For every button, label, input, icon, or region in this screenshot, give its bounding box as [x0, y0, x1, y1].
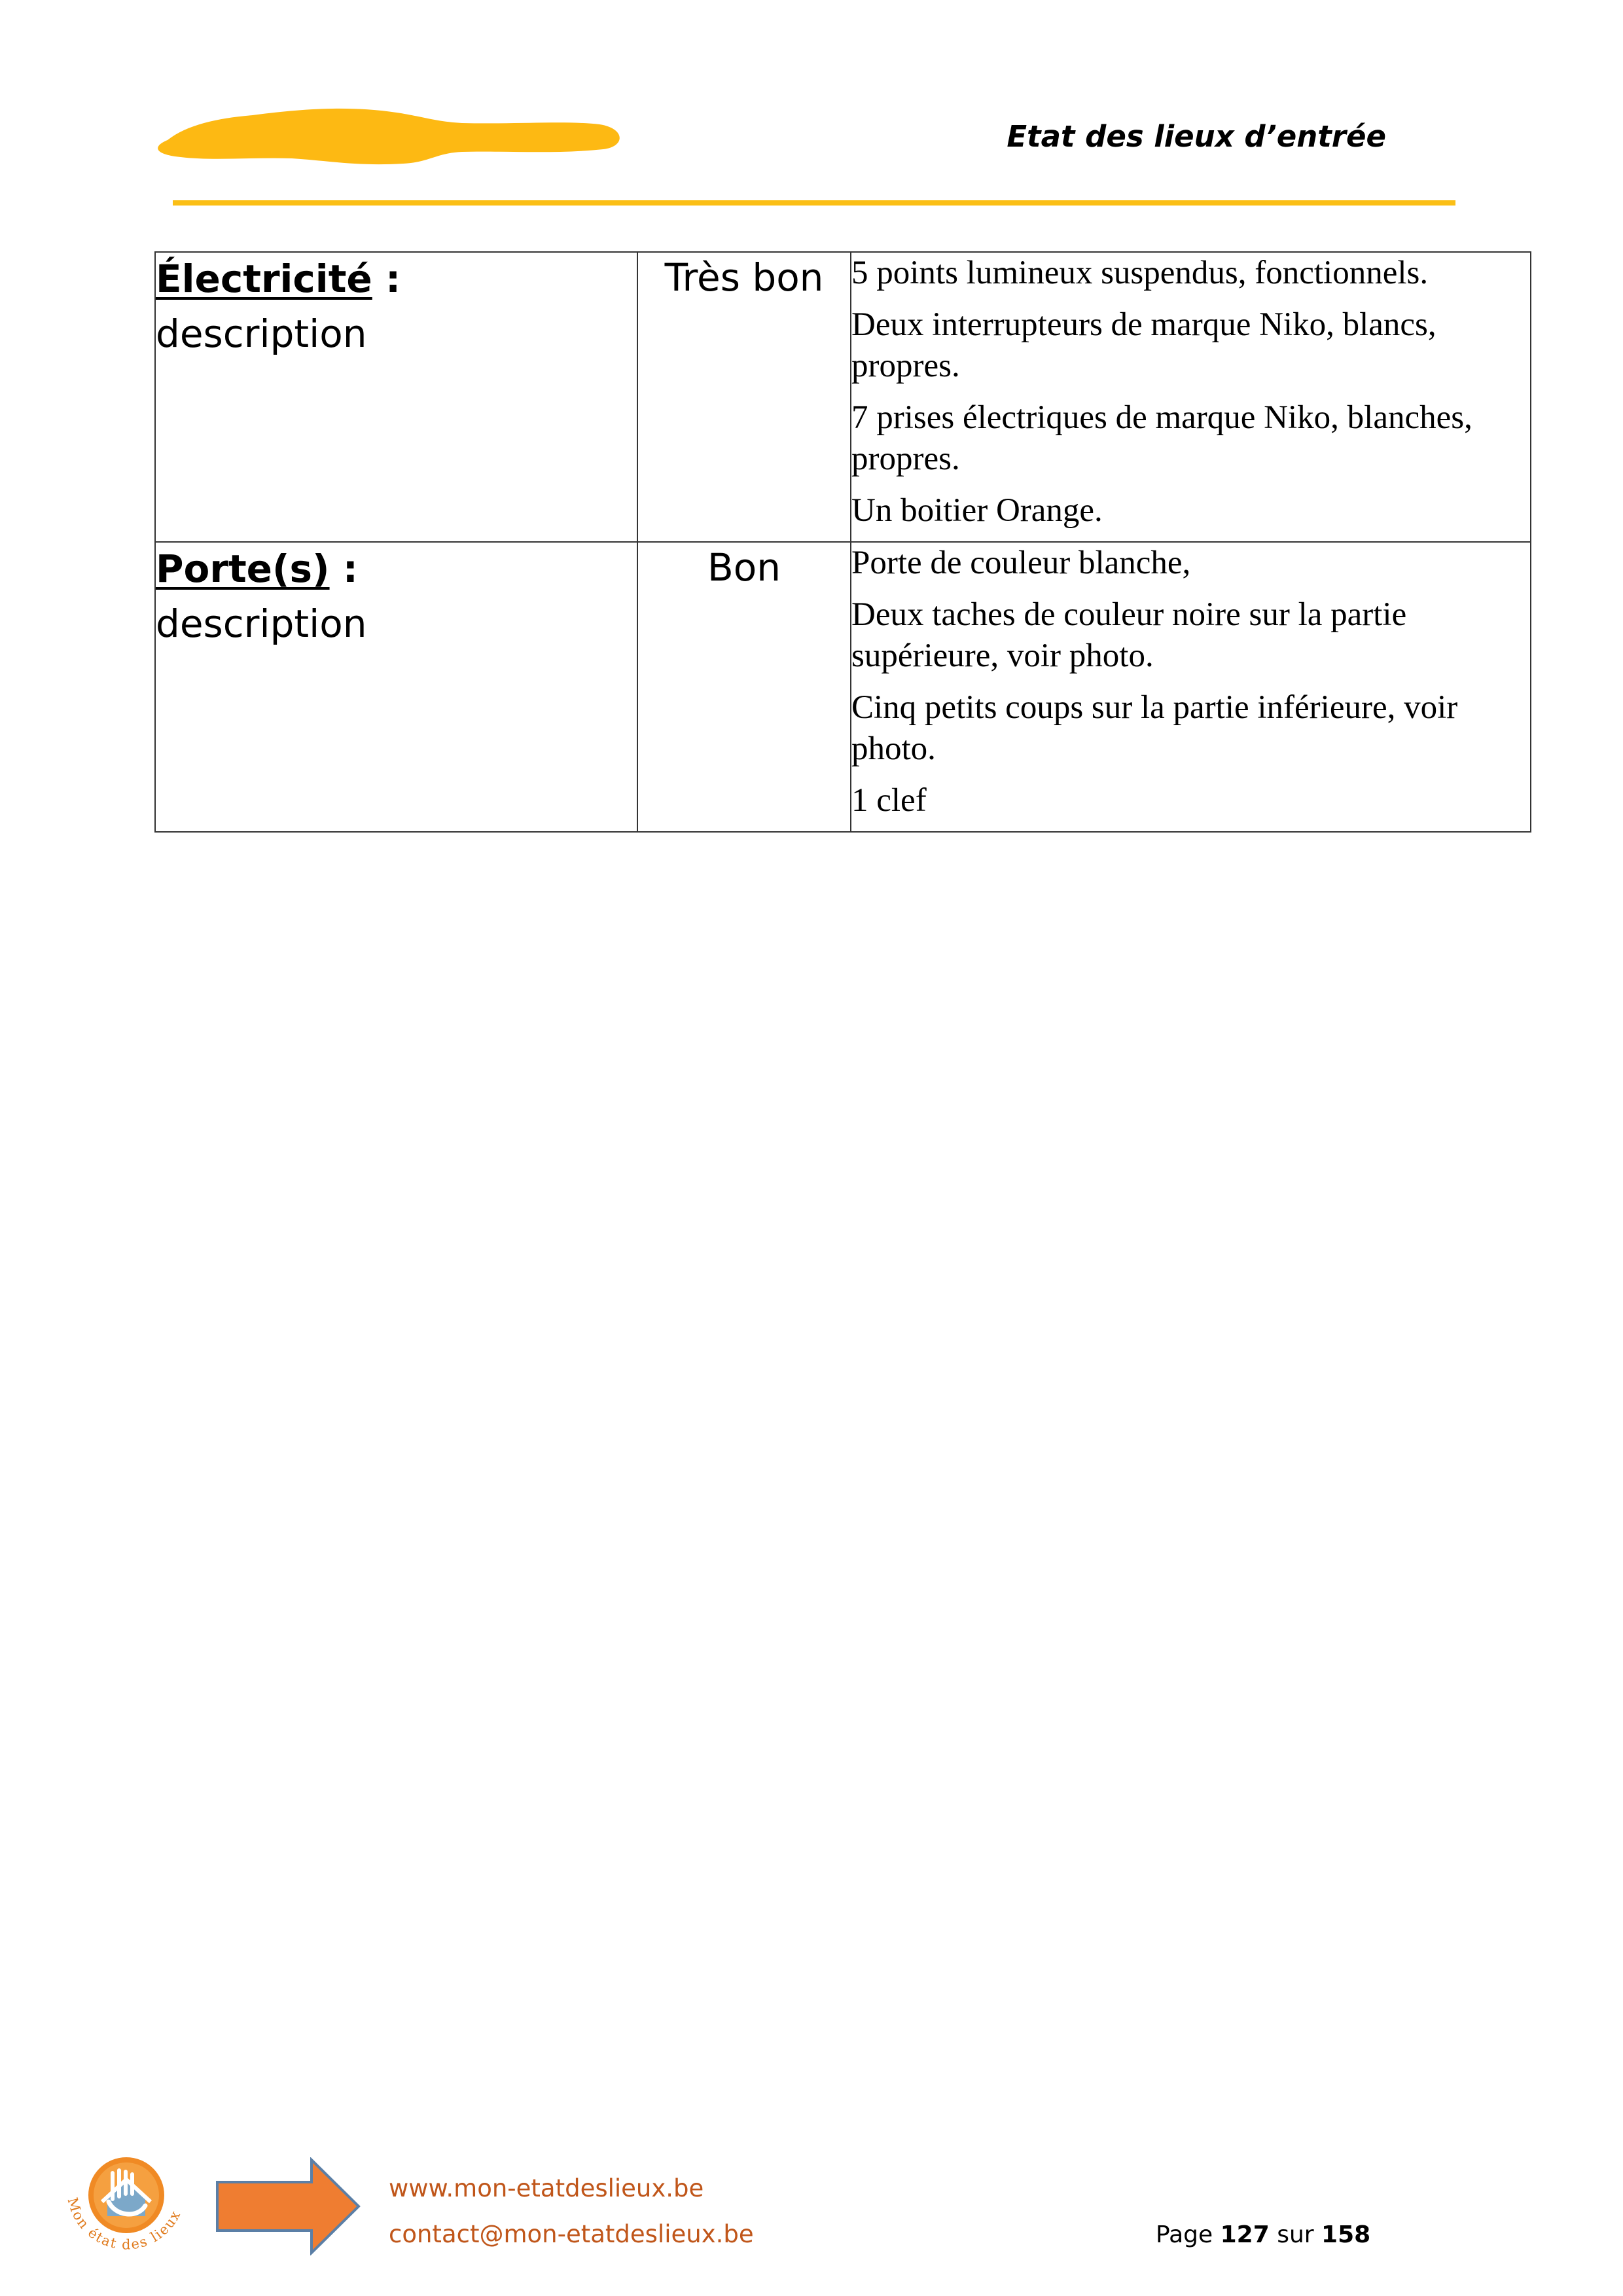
- description-line: 7 prises électriques de marque Niko, blanches, propres.: [851, 399, 1472, 477]
- page-number: Page 127 sur 158: [1156, 2221, 1371, 2248]
- element-cell: [155, 252, 637, 542]
- description-line: Deux taches de couleur noire sur la partie supérieure, voir photo.: [851, 596, 1407, 674]
- description-cell: [851, 542, 1531, 832]
- state-cell: [637, 542, 851, 832]
- website-link[interactable]: www.mon-etatdeslieux.be: [389, 2174, 704, 2202]
- description-line: 1 clef: [851, 782, 927, 819]
- email-link[interactable]: contact@mon-etatdeslieux.be: [389, 2220, 754, 2248]
- description-line: 5 points lumineux suspendus, fonctionnels.: [851, 255, 1429, 291]
- redaction-mark: [148, 98, 627, 166]
- description-cell: [851, 252, 1531, 542]
- state-value: Bon: [707, 545, 781, 590]
- table-row: [155, 542, 1531, 832]
- company-logo: [56, 2153, 194, 2278]
- svg-text:Mon état des lieux: Mon état des lieux: [64, 2195, 184, 2253]
- element-cell: [155, 542, 637, 832]
- inventory-table: [154, 251, 1531, 833]
- description-line: Un boitier Orange.: [851, 492, 1103, 529]
- description-line: Porte de couleur blanche,: [851, 545, 1191, 581]
- element-subtitle: description: [156, 312, 367, 356]
- table-row: [155, 252, 1531, 542]
- description-line: Cinq petits coups sur la partie inférieure, voir photo.: [851, 689, 1458, 767]
- element-title: Électricité :: [156, 257, 401, 301]
- state-cell: [637, 252, 851, 542]
- header-divider: [173, 200, 1455, 206]
- element-title: Porte(s) :: [156, 547, 358, 591]
- description-line: Deux interrupteurs de marque Niko, blancs, propres.: [851, 306, 1436, 384]
- document-title: Etat des lieux d’entrée: [1007, 119, 1386, 154]
- state-value: Très bon: [664, 255, 824, 300]
- element-subtitle: description: [156, 601, 367, 646]
- arrow-right-icon: [215, 2157, 363, 2255]
